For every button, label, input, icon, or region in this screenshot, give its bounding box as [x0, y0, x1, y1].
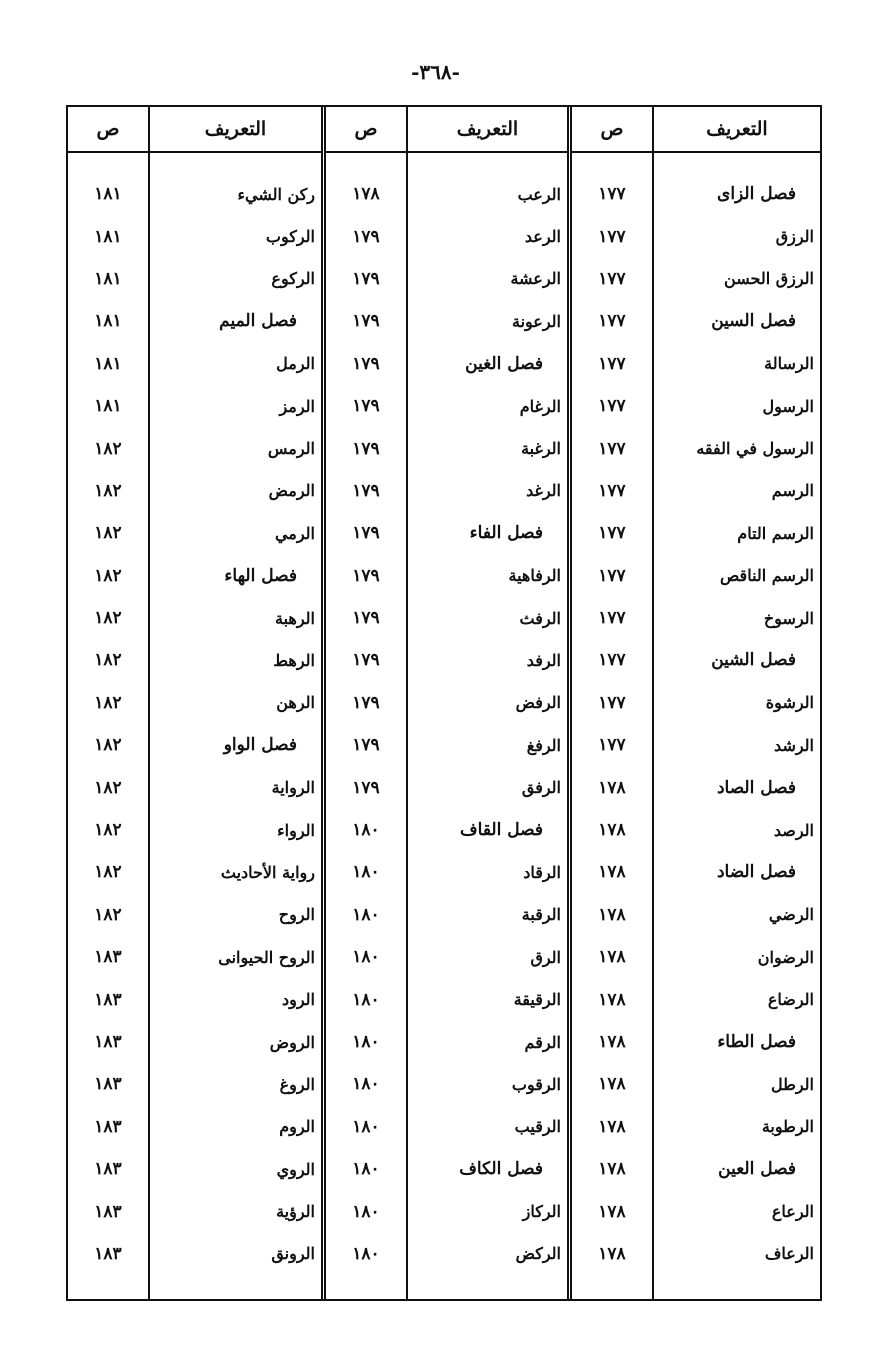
section-heading: فصل الواو: [223, 735, 297, 756]
page-ref: ١٧٩: [352, 565, 380, 586]
page-ref: ١٨٢: [94, 692, 122, 713]
index-term: الرعونة: [512, 311, 561, 331]
page-ref: ١٨٠: [352, 1201, 380, 1222]
index-term: الروح الحيوانى: [218, 947, 315, 967]
page-ref: ١٨٢: [94, 862, 122, 883]
index-term: الرطوبة: [761, 1117, 814, 1137]
page-ref: ١٧٩: [352, 480, 380, 501]
page-ref: ١٧٩: [352, 777, 380, 798]
page-ref: ١٧٧: [598, 565, 626, 586]
index-term: الرسوخ: [763, 608, 814, 628]
index-term: الرقاد: [523, 862, 561, 882]
index-term: الرونق: [271, 1244, 315, 1264]
page-ref: ١٧٧: [598, 396, 626, 417]
index-term: الرؤية: [276, 1202, 315, 1222]
index-term: الرعشة: [510, 269, 561, 289]
index-term: الرهن: [276, 693, 315, 713]
page-ref: ١٨١: [94, 396, 122, 417]
page-ref: ١٨١: [94, 311, 122, 332]
index-term: الرقيب: [514, 1117, 561, 1137]
index-term: الرقوب: [511, 1074, 561, 1094]
page-ref: ١٨٢: [94, 820, 122, 841]
page-ref: ١٧٧: [598, 650, 626, 671]
page-ref: ١٨٣: [94, 1243, 122, 1264]
index-term: الرضي: [768, 905, 814, 925]
page-ref: ١٨٢: [94, 650, 122, 671]
index-term: الرسم: [771, 481, 814, 501]
index-term: الرسول في الفقه: [696, 439, 814, 459]
page-ref: ١٧٩: [352, 692, 380, 713]
index-term: الرمز: [279, 396, 315, 416]
index-term: ركن الشيء: [237, 184, 315, 204]
panel-body: [572, 153, 820, 1299]
section-heading: فصل الهاء: [224, 565, 297, 586]
page-ref: ١٨٣: [94, 1074, 122, 1095]
section-heading: فصل الزاى: [717, 184, 796, 205]
index-panel-1: [572, 107, 820, 1299]
page-ref: ١٧٩: [352, 523, 380, 544]
term-column-header: التعريف: [706, 118, 768, 140]
page-number: -٣٦٨-: [411, 60, 460, 84]
page-ref: ١٧٧: [598, 692, 626, 713]
page-ref: ١٧٨: [598, 904, 626, 925]
index-term: الرق: [530, 947, 561, 967]
page-ref: ١٧٨: [598, 1201, 626, 1222]
term-column-header: التعريف: [456, 118, 519, 140]
page-ref: ١٨٢: [94, 480, 122, 501]
index-term: الرفد: [526, 650, 561, 670]
index-term: الرواء: [277, 820, 315, 840]
section-heading: فصل الضاد: [716, 862, 796, 883]
index-term: الرقم: [524, 1032, 561, 1052]
page-ref: ١٨٢: [94, 608, 122, 629]
page-ref: ١٨٣: [94, 1159, 122, 1180]
index-term: الرصد: [773, 820, 814, 840]
term-column: [654, 153, 820, 1299]
page-ref: ١٨٣: [94, 1201, 122, 1222]
page-ref: ١٨٢: [94, 777, 122, 798]
page-ref: ١٧٨: [352, 184, 380, 205]
index-term: الركض: [515, 1244, 561, 1264]
page-column: [326, 153, 408, 1299]
index-term: الرشوة: [765, 693, 814, 713]
panel-body: [68, 153, 321, 1299]
page-ref: ١٨٠: [352, 1243, 380, 1264]
page-ref: ١٨٣: [94, 1116, 122, 1137]
panel-body: [326, 153, 567, 1299]
page-column-header: ص: [572, 107, 654, 151]
term-column-header: التعريف: [204, 118, 267, 140]
page-column-header: ص: [326, 107, 408, 151]
section-heading: فصل الطاء: [717, 1032, 796, 1052]
page-ref: ١٧٧: [598, 480, 626, 501]
section-heading: فصل الكاف: [459, 1159, 543, 1180]
index-term: الرسالة: [764, 354, 814, 374]
index-term: الرغد: [526, 481, 561, 501]
page-ref: ١٨١: [94, 353, 122, 374]
term-column: [150, 153, 321, 1299]
page-ref: ١٧٨: [598, 1243, 626, 1264]
index-term: الرقيقة: [513, 990, 561, 1010]
page-column: [572, 153, 654, 1299]
index-term: الرضاع: [767, 990, 814, 1010]
page-ref: ١٨١: [94, 226, 122, 247]
page-ref: ١٧٩: [352, 396, 380, 417]
index-term: الرمس: [267, 439, 315, 459]
page-ref: ١٨٠: [352, 1074, 380, 1095]
index-term: الرمي: [274, 523, 315, 543]
index-term: الرزق: [775, 227, 814, 247]
page-ref: ١٨٠: [352, 820, 380, 841]
index-term: الروض: [269, 1032, 315, 1052]
page-ref: ١٧٨: [598, 1159, 626, 1180]
page-ref: ١٧٩: [352, 311, 380, 332]
index-term: الرعاع: [771, 1202, 814, 1222]
index-term: الرفغ: [526, 735, 561, 755]
section-heading: فصل الفاء: [469, 523, 543, 544]
page-ref: ١٧٧: [598, 735, 626, 756]
index-term: الرفض: [515, 693, 561, 713]
panel-header: [572, 107, 820, 153]
section-heading: فصل الميم: [219, 311, 297, 332]
index-term: الرمل: [276, 354, 315, 374]
index-term: الرضوان: [757, 947, 814, 967]
index-term: الرقبة: [521, 905, 561, 925]
page-ref: ١٨٢: [94, 735, 122, 756]
index-term: الرعاف: [764, 1244, 814, 1264]
page-ref: ١٧٩: [352, 226, 380, 247]
index-panel-3: [68, 107, 326, 1299]
page-ref: ١٨٣: [94, 1032, 122, 1052]
index-term: الرفاهية: [508, 566, 561, 586]
section-heading: فصل الصاد: [716, 777, 796, 798]
page-column-header: ص: [68, 107, 150, 151]
index-term: الروح: [278, 905, 315, 925]
page-ref: ١٨٠: [352, 989, 380, 1010]
page-ref: ١٧٨: [598, 989, 626, 1010]
index-term: الرسول: [762, 396, 814, 416]
index-term: الروي: [276, 1159, 315, 1179]
section-heading: فصل الشين: [711, 650, 796, 671]
page-ref: ١٨١: [94, 184, 122, 205]
page-ref: ١٧٨: [598, 862, 626, 883]
index-term: الرهبة: [275, 608, 315, 628]
index-term: الروغ: [279, 1074, 315, 1094]
index-term: الرغام: [519, 396, 561, 416]
panel-header: [68, 107, 321, 153]
page-ref: ١٧٧: [598, 523, 626, 544]
index-term: الركاز: [522, 1202, 561, 1222]
page-ref: ١٧٩: [352, 353, 380, 374]
page-ref: ١٨٢: [94, 438, 122, 459]
page-ref: ١٧٧: [598, 184, 626, 205]
page-ref: ١٨١: [94, 268, 122, 289]
page-ref: ١٨٢: [94, 523, 122, 544]
page-ref: ١٧٩: [352, 608, 380, 629]
page-ref: ١٨٠: [352, 1159, 380, 1180]
index-table: [66, 105, 822, 1301]
index-term: الرسم الناقص: [719, 566, 814, 586]
page-ref: ١٨٠: [352, 904, 380, 925]
index-term: الرود: [282, 990, 315, 1010]
page-ref: ١٧٩: [352, 650, 380, 671]
section-heading: فصل العين: [718, 1159, 796, 1180]
section-heading: فصل القاف: [460, 820, 543, 841]
page-column: [68, 153, 150, 1299]
index-term: الرعب: [517, 184, 561, 204]
page-ref: ١٧٧: [598, 353, 626, 374]
index-term: الرفق: [521, 778, 561, 798]
page-ref: ١٨٠: [352, 1032, 380, 1052]
page-ref: ١٧٧: [598, 226, 626, 247]
page-ref: ١٨٣: [94, 947, 122, 968]
page-ref: ١٧٧: [598, 438, 626, 459]
index-term: الروم: [279, 1117, 315, 1137]
section-heading: فصل الغين: [465, 353, 543, 374]
index-term: الرطل: [771, 1074, 814, 1094]
index-term: الرهط: [273, 650, 315, 670]
page-ref: ١٧٨: [598, 947, 626, 968]
page-ref: ١٧٩: [352, 268, 380, 289]
page-ref: ١٧٧: [598, 311, 626, 332]
page-ref: ١٧٧: [598, 268, 626, 289]
term-column: [408, 153, 567, 1299]
page-ref: ١٨٣: [94, 989, 122, 1010]
page-ref: ١٧٩: [352, 438, 380, 459]
index-term: الرعد: [524, 227, 561, 247]
index-term: الركوب: [265, 227, 315, 247]
index-panel-2: [326, 107, 572, 1299]
index-term: الرواية: [271, 778, 315, 798]
index-term: الرفث: [519, 608, 561, 628]
page-ref: ١٨٢: [94, 904, 122, 925]
index-term: الرشد: [774, 735, 814, 755]
page-ref: ١٨٢: [94, 565, 122, 586]
page-ref: ١٧٨: [598, 1116, 626, 1137]
index-term: الرسم التام: [737, 523, 814, 543]
panel-header: [326, 107, 567, 153]
page-ref: ١٨٠: [352, 947, 380, 968]
index-term: الرغبة: [521, 439, 561, 459]
index-term: الركوع: [271, 269, 315, 289]
page-ref: ١٧٨: [598, 820, 626, 841]
index-term: الرزق الحسن: [724, 269, 814, 289]
page-ref: ١٧٩: [352, 735, 380, 756]
page-ref: ١٨٠: [352, 1116, 380, 1137]
page-ref: ١٧٨: [598, 777, 626, 798]
page-ref: ١٧٨: [598, 1032, 626, 1052]
section-heading: فصل السين: [711, 311, 796, 332]
page-ref: ١٧٧: [598, 608, 626, 629]
page-ref: ١٨٠: [352, 862, 380, 883]
page-ref: ١٧٨: [598, 1074, 626, 1095]
index-term: رواية الأحاديث: [220, 862, 315, 882]
index-term: الرمض: [268, 481, 315, 501]
